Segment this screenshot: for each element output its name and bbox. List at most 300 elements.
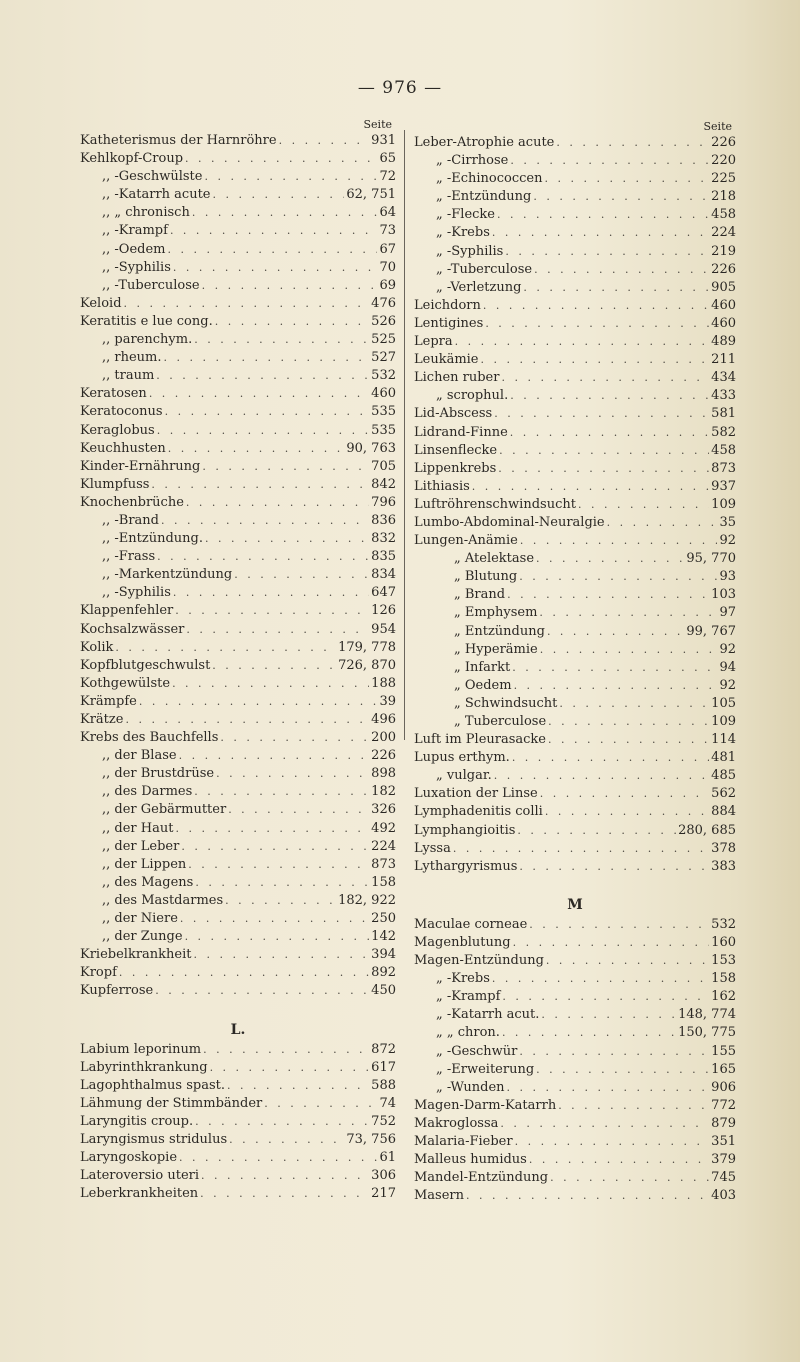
dot-leader: [155, 982, 369, 1000]
index-entry: [414, 749, 736, 767]
entry-term: ,, des Magens: [102, 874, 194, 890]
dot-leader: [494, 767, 709, 785]
index-entry: [414, 152, 736, 170]
index-entry: [414, 641, 736, 659]
index-entry: [80, 584, 396, 602]
entry-page-number: 879: [711, 1115, 736, 1131]
entry-page-number: 562: [711, 786, 736, 802]
index-entry: [80, 241, 396, 259]
entry-term: Kopfblutgeschwulst: [80, 657, 211, 673]
entry-page-number: 496: [371, 712, 396, 727]
index-entry: [80, 277, 396, 295]
entry-page-number: 226: [711, 135, 736, 150]
index-entry: [414, 767, 736, 785]
dot-leader: [194, 783, 369, 801]
entry-page-number: 72: [379, 169, 396, 185]
entry-page-number: 873: [711, 460, 736, 476]
index-entry: [80, 186, 396, 204]
dot-leader: [124, 295, 370, 313]
dot-leader: [194, 946, 370, 964]
dot-leader: [192, 204, 378, 222]
index-entry: [80, 693, 396, 711]
entry-page-number: 458: [711, 442, 736, 458]
index-entry: [80, 548, 396, 566]
entry-page-number: 226: [371, 748, 396, 764]
dot-leader: [173, 259, 378, 277]
dot-leader: [472, 478, 709, 496]
entry-page-number: 450: [371, 983, 396, 999]
dot-leader: [164, 349, 370, 367]
dot-leader: [220, 729, 369, 747]
dot-leader: [519, 858, 709, 876]
dot-leader: [540, 785, 709, 803]
entry-page-number: 872: [371, 1041, 396, 1057]
entry-term: Leberkrankheiten: [80, 1186, 199, 1202]
entry-page-number: 70: [379, 259, 396, 275]
index-entry: [80, 494, 396, 512]
entry-term: ,, -Syphilis: [102, 259, 171, 275]
dot-leader: [513, 934, 710, 952]
entry-term: „ -Cirrhose: [436, 153, 509, 169]
entry-page-number: 62, 751: [346, 187, 396, 203]
entry-term: Lichen ruber: [414, 370, 500, 386]
dot-leader: [515, 1133, 710, 1151]
dot-leader: [279, 132, 370, 150]
entry-term: Laryngoskopie: [80, 1150, 178, 1166]
dot-leader: [157, 548, 369, 566]
entry-term: Katheterismus der Harnröhre: [80, 133, 277, 148]
entry-page-number: 873: [371, 856, 396, 872]
entry-page-number: 73: [379, 223, 396, 239]
index-entry: [414, 1133, 736, 1151]
entry-term: „ -Geschwür: [436, 1043, 518, 1059]
index-entry: [80, 765, 396, 783]
entry-term: ,, -Oedem: [102, 241, 166, 257]
dot-leader: [539, 604, 717, 622]
dot-leader: [229, 1131, 344, 1149]
entry-page-number: 142: [371, 929, 396, 945]
entry-term: Keratoconus: [80, 404, 163, 420]
entry-term: Keuchhusten: [80, 440, 166, 456]
index-entry: [80, 1095, 396, 1113]
entry-page-number: 526: [371, 313, 396, 329]
entry-page-number: 527: [371, 350, 396, 366]
dot-leader: [529, 1151, 709, 1169]
index-entry: [414, 369, 736, 387]
entry-page-number: 752: [371, 1113, 396, 1129]
dot-leader: [540, 641, 718, 659]
dot-leader: [165, 403, 370, 421]
index-entry: [80, 1185, 396, 1203]
index-entry: [414, 785, 736, 803]
index-entry: [80, 222, 396, 240]
dot-leader: [186, 621, 369, 639]
index-entry: [80, 946, 396, 964]
index-entry: [80, 168, 396, 186]
entry-page-number: 954: [371, 621, 396, 637]
entry-page-number: 109: [711, 496, 736, 512]
entry-term: „ -Katarrh acut.: [436, 1007, 540, 1023]
entry-term: Kropf: [80, 965, 117, 981]
entry-page-number: 434: [711, 370, 736, 386]
dot-leader: [175, 602, 369, 620]
entry-term: Keloid: [80, 295, 122, 311]
entry-term: ,, der Niere: [102, 911, 178, 927]
entry-term: Lungen-Anämie: [414, 533, 518, 549]
index-entry: [414, 1187, 736, 1205]
entry-page-number: 103: [711, 587, 736, 603]
dot-leader: [578, 496, 709, 514]
entry-page-number: 485: [711, 768, 736, 784]
entry-term: Masern: [414, 1188, 465, 1204]
dot-leader: [234, 566, 369, 584]
index-entry: [414, 279, 736, 297]
index-entry: [80, 675, 396, 693]
entry-term: „ Oedem: [454, 677, 512, 693]
entry-term: Lithiasis: [414, 478, 470, 494]
entry-term: „ Blutung: [454, 569, 518, 585]
entry-page-number: 525: [371, 332, 396, 348]
entry-page-number: 61: [379, 1150, 396, 1166]
index-entry: [414, 1061, 736, 1079]
dot-leader: [505, 243, 709, 261]
index-entry: [80, 150, 396, 168]
entry-term: ,, der Blase: [102, 748, 177, 764]
dot-leader: [546, 952, 709, 970]
entry-page-number: 148, 774: [678, 1007, 736, 1023]
entry-term: „ -Echinococcen: [436, 171, 543, 187]
index-entry: [414, 1079, 736, 1097]
index-entry: [80, 385, 396, 403]
index-entry: [414, 170, 736, 188]
index-entry: [414, 333, 736, 351]
dot-leader: [559, 695, 709, 713]
index-entry: [414, 550, 736, 568]
dot-leader: [502, 988, 709, 1006]
entry-page-number: 92: [719, 677, 736, 693]
index-entry: [414, 916, 736, 934]
entry-term: Keratitis e lue cong.: [80, 313, 213, 329]
section-gap: [414, 876, 736, 894]
dot-leader: [151, 476, 369, 494]
entry-page-number: 726, 870: [338, 657, 396, 673]
entry-page-number: 73, 756: [346, 1131, 396, 1147]
entry-page-number: 931: [371, 133, 396, 148]
index-entry: [414, 695, 736, 713]
entry-page-number: 65: [379, 151, 396, 167]
entry-page-number: 403: [711, 1188, 736, 1204]
entry-term: Malleus humidus: [414, 1152, 527, 1168]
index-entry: [80, 639, 396, 657]
entry-term: Kriebelkrankheit: [80, 947, 192, 963]
index-entry: [414, 1043, 736, 1061]
index-entry: [80, 512, 396, 530]
entry-page-number: 200: [371, 730, 396, 746]
entry-term: Krätze: [80, 712, 124, 727]
entry-page-number: 535: [371, 422, 396, 438]
dot-leader: [510, 424, 709, 442]
index-entry: [80, 602, 396, 620]
index-entry: [414, 713, 736, 731]
index-entry: [414, 387, 736, 405]
entry-page-number: 182: [371, 784, 396, 800]
section-gap: [80, 1001, 396, 1019]
entry-page-number: 92: [719, 641, 736, 657]
index-entry: [80, 476, 396, 494]
entry-page-number: 153: [711, 953, 736, 969]
entry-term: „ -Krebs: [436, 225, 490, 241]
index-entry: [80, 982, 396, 1000]
entry-page-number: 109: [711, 714, 736, 729]
index-entry: [80, 331, 396, 349]
entry-page-number: 351: [711, 1133, 736, 1149]
entry-term: ,, der Zunge: [102, 929, 183, 945]
entry-term: Lippenkrebs: [414, 460, 497, 476]
dot-leader: [156, 367, 369, 385]
entry-page-number: 460: [711, 297, 736, 313]
dot-leader: [514, 677, 718, 695]
dot-leader: [492, 970, 709, 988]
entry-term: „ Atelektase: [454, 551, 535, 567]
dot-leader: [536, 1061, 709, 1079]
entry-page-number: 433: [711, 388, 736, 404]
index-entry: [414, 496, 736, 514]
entry-page-number: 306: [371, 1168, 396, 1184]
entry-term: ,, der Haut: [102, 820, 174, 836]
dot-leader: [541, 1006, 676, 1024]
entry-page-number: 460: [711, 315, 736, 331]
entry-page-number: 39: [379, 693, 396, 709]
entry-term: Magen-Entzündung: [414, 953, 544, 969]
entry-term: Mandel-Entzündung: [414, 1170, 549, 1186]
entry-term: Linsenflecke: [414, 442, 498, 458]
dot-leader: [519, 568, 717, 586]
entry-term: ,, der Gebärmutter: [102, 802, 227, 818]
entry-term: „ Infarkt: [454, 659, 511, 675]
entry-page-number: 892: [371, 965, 396, 981]
index-entry: [80, 259, 396, 277]
entry-page-number: 906: [711, 1079, 736, 1095]
index-entry: [414, 623, 736, 641]
dot-leader: [512, 749, 709, 767]
entry-page-number: 224: [711, 225, 736, 241]
dot-leader: [507, 586, 709, 604]
dot-leader: [172, 675, 369, 693]
dot-leader: [203, 1041, 369, 1059]
entry-page-number: 884: [711, 804, 736, 820]
index-entry: [414, 568, 736, 586]
entry-page-number: 64: [379, 205, 396, 221]
entry-term: Maculae corneae: [414, 916, 528, 932]
index-entry: [414, 952, 736, 970]
dot-leader: [264, 1095, 377, 1113]
entry-term: Makroglossa: [414, 1115, 499, 1131]
entry-page-number: 326: [371, 802, 396, 818]
index-entry: [414, 315, 736, 333]
index-entry: [80, 729, 396, 747]
entry-page-number: 188: [371, 675, 396, 691]
index-entry: [80, 1149, 396, 1167]
index-entry: [80, 313, 396, 331]
dot-leader: [510, 152, 709, 170]
dot-leader: [455, 333, 710, 351]
index-entry: [414, 731, 736, 749]
dot-leader: [453, 840, 709, 858]
index-entry: [414, 514, 736, 532]
entry-term: „ Entzündung: [454, 623, 545, 639]
entry-term: „ scrophul.: [436, 388, 509, 404]
index-entry: [80, 910, 396, 928]
index-entry: [414, 604, 736, 622]
page-number-header: — 976 —: [357, 78, 443, 98]
entry-page-number: 158: [711, 971, 736, 987]
entry-term: „ -Flecke: [436, 207, 495, 223]
index-entry: [414, 134, 736, 152]
dot-leader: [510, 387, 709, 405]
entry-page-number: 217: [371, 1186, 396, 1202]
dot-leader: [502, 1024, 676, 1042]
entry-term: „ Tuberculose: [454, 714, 547, 729]
entry-term: Lidrand-Finne: [414, 424, 508, 440]
dot-leader: [210, 1059, 370, 1077]
index-entry: [80, 132, 396, 150]
entry-term: „ „ chron.: [436, 1025, 500, 1041]
entry-page-number: 211: [711, 352, 736, 368]
index-entry: [414, 261, 736, 279]
entry-term: Kolik: [80, 639, 114, 655]
index-entry: [80, 621, 396, 639]
dot-leader: [512, 659, 717, 677]
dot-leader: [534, 261, 709, 279]
dot-leader: [550, 1169, 709, 1187]
entry-term: ,, rheum.: [102, 350, 162, 366]
entry-term: Luxation der Linse: [414, 786, 538, 802]
index-entry: [80, 295, 396, 313]
entry-term: Krebs des Bauchfells: [80, 730, 219, 746]
entry-term: ,, der Leber: [102, 838, 180, 854]
entry-term: „ -Erweiterung: [436, 1061, 535, 1077]
index-column-left: [80, 118, 396, 1203]
dot-leader: [545, 170, 710, 188]
dot-leader: [149, 385, 369, 403]
entry-term: ,, -Katarrh acute: [102, 187, 211, 203]
entry-term: Leukämie: [414, 352, 479, 368]
dot-leader: [494, 405, 709, 423]
dot-leader: [485, 315, 709, 333]
entry-page-number: 772: [711, 1097, 736, 1113]
entry-term: Lumbo-Abdominal-Neuralgie: [414, 514, 605, 530]
entry-term: Leichdorn: [414, 297, 481, 313]
entry-page-number: 150, 775: [678, 1025, 736, 1041]
entry-page-number: 92: [719, 533, 736, 549]
index-entry: [414, 1151, 736, 1169]
entry-page-number: 905: [711, 279, 736, 295]
entry-page-number: 481: [711, 750, 736, 766]
entry-page-number: 535: [371, 404, 396, 420]
dot-leader: [202, 277, 378, 295]
dot-leader: [466, 1187, 709, 1205]
entry-page-number: 835: [371, 549, 396, 565]
entry-term: ,, traum: [102, 368, 155, 384]
index-entry: [80, 367, 396, 385]
entry-page-number: 69: [379, 277, 396, 293]
column-divider: [404, 130, 405, 740]
entry-page-number: 582: [711, 424, 736, 440]
entry-term: Lateroversio uteri: [80, 1168, 200, 1184]
dot-leader: [188, 856, 369, 874]
entry-page-number: 99, 767: [686, 623, 736, 639]
dot-leader: [175, 820, 369, 838]
entry-term: Lagophthalmus spast.: [80, 1077, 226, 1093]
entry-term: Kothgewülste: [80, 675, 171, 691]
entry-term: ,, -Markentzündung: [102, 567, 233, 583]
entry-term: ,, -Krampf: [102, 223, 168, 239]
index-entry: [414, 405, 736, 423]
dot-leader: [185, 928, 370, 946]
dot-leader: [205, 530, 369, 548]
entry-page-number: 476: [371, 295, 396, 311]
entry-term: Leber-Atrophie acute: [414, 135, 555, 150]
index-entry: [414, 297, 736, 315]
entry-page-number: 832: [371, 531, 396, 547]
entry-page-number: 378: [711, 840, 736, 856]
entry-term: Lepra: [414, 334, 453, 350]
entry-term: „ -Krampf: [436, 989, 501, 1005]
dot-leader: [520, 532, 718, 550]
entry-page-number: 160: [711, 934, 736, 950]
index-entry: [80, 1131, 396, 1149]
dot-leader: [529, 916, 709, 934]
entry-page-number: 581: [711, 406, 736, 422]
entry-term: „ Schwindsucht: [454, 695, 558, 711]
dot-leader: [227, 1077, 369, 1095]
entry-page-number: 224: [371, 838, 396, 854]
entry-term: ,, parenchym.: [102, 332, 193, 348]
dot-leader: [119, 964, 369, 982]
index-entry: [414, 188, 736, 206]
index-entry: [414, 659, 736, 677]
entry-page-number: 219: [711, 243, 736, 259]
entry-page-number: 74: [379, 1095, 396, 1111]
entry-page-number: 67: [379, 241, 396, 257]
index-entry: [80, 928, 396, 946]
entry-page-number: 647: [371, 585, 396, 601]
entry-page-number: 532: [711, 916, 736, 932]
entry-term: „ Hyperämie: [454, 641, 538, 657]
index-entry: [80, 874, 396, 892]
dot-leader: [501, 369, 709, 387]
dot-leader: [536, 550, 684, 568]
dot-leader: [481, 351, 710, 369]
entry-term: ,, des Mastdarmes: [102, 892, 224, 908]
entry-term: ,, -Syphilis: [102, 585, 171, 601]
entry-page-number: 182, 922: [338, 892, 396, 908]
dot-leader: [517, 822, 676, 840]
dot-leader: [195, 1113, 369, 1131]
entry-term: ,, „ chronisch: [102, 205, 190, 221]
dot-leader: [492, 224, 709, 242]
entry-term: Magen-Darm-Katarrh: [414, 1097, 557, 1113]
index-entry: [414, 970, 736, 988]
entry-term: ,, der Brustdrüse: [102, 766, 215, 782]
entry-term: Lupus erthym.: [414, 750, 510, 766]
dot-leader: [180, 910, 369, 928]
entry-page-number: 937: [711, 478, 736, 494]
dot-leader: [179, 1149, 377, 1167]
dot-leader: [228, 801, 369, 819]
index-entry: [414, 803, 736, 821]
entry-term: Kehlkopf-Croup: [80, 151, 184, 167]
